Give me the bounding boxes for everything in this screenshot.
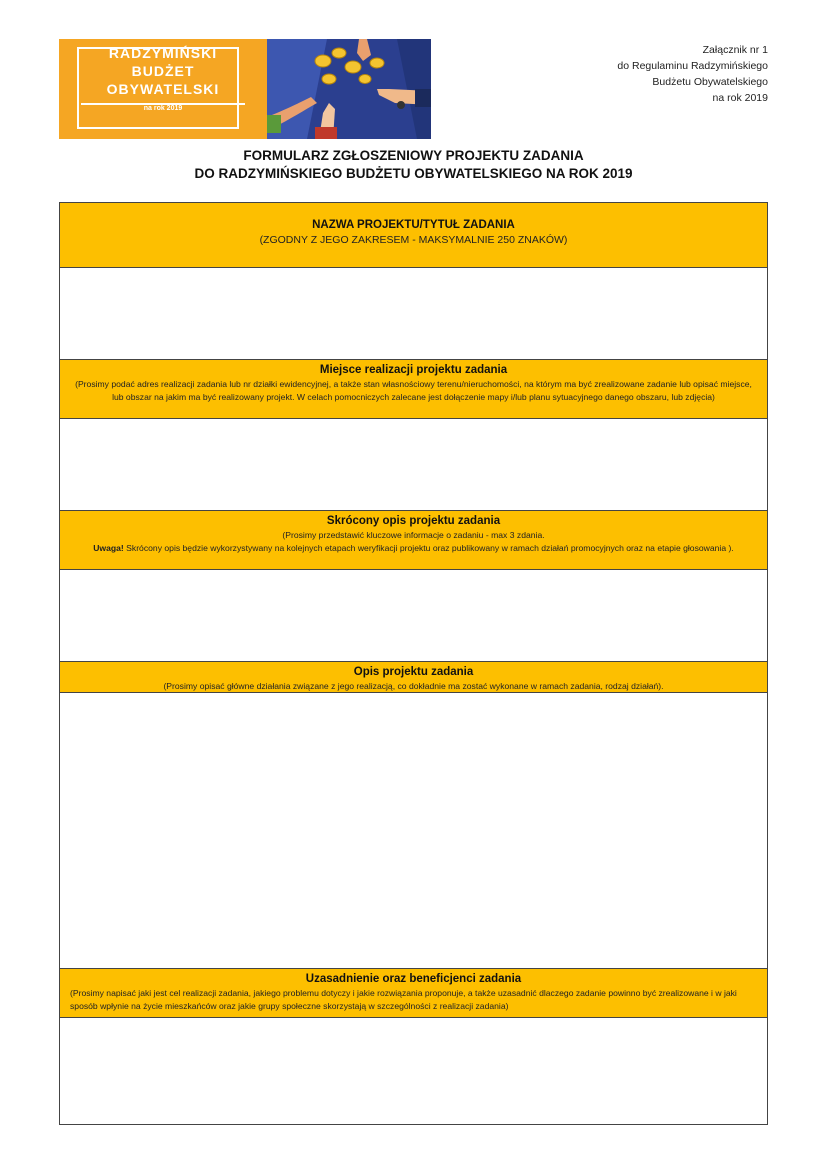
section-short-desc-title: Skrócony opis projektu zadania [326,515,501,527]
logo-subtitle: na rok 2019 [143,105,183,112]
logo-title: RADZYMIŃSKI BUDŻET OBYWATELSKI [106,45,220,97]
logo-banner [59,39,431,139]
attachment-line-3: Budżetu Obywatelskiego [652,76,768,88]
form-title [59,147,768,183]
short-description-field[interactable] [60,570,767,661]
section-short-desc-line: (Prosimy przedstawić kluczowe informacje o zadaniu - max 3 zdania. [282,530,545,540]
attachment-note [548,42,768,106]
form-title-line-2: DO RADZYMIŃSKIEGO BUDŻETU OBYWATELSKIEGO NA ROK 2019 [194,166,633,181]
attachment-line-2: do Regulaminu Radzymińskiego [617,60,768,72]
section-description-header [60,661,767,693]
logo-badge [59,39,267,139]
note-label: Uwaga! [93,542,124,553]
section-location-header [60,359,767,419]
project-name-field[interactable] [60,268,767,359]
justification-field[interactable] [60,1018,767,1124]
section-project-name-desc: (ZGODNY Z JEGO ZAKRESEM - MAKSYMALNIE 250 ZNAKÓW) [259,234,568,246]
coins-and-hands-illustration [267,39,431,139]
section-justification-title: Uzasadnienie oraz beneficjenci zadania [305,973,522,985]
application-form [59,202,768,1125]
location-field[interactable] [60,419,767,510]
section-location-title: Miejsce realizacji projektu zadania [319,364,508,376]
section-justification-desc: (Prosimy napisać jaki jest cel realizacji zadania, jakiego problemu dotyczy i jakie rozwiązania proponuje, a także uzasadnić dlaczego zadanie powinno być zrealizowane i w jaki sposób wpłynie na życie mieszkańców oraz jakie grupy społeczne skorzystają w szczególności z realizacji zadania) [70,988,737,1011]
section-description-title: Opis projektu zadania [353,666,474,678]
section-short-desc-desc [70,529,757,554]
section-short-desc-header [60,510,767,570]
description-field[interactable] [60,693,767,968]
note-text: Skrócony opis będzie wykorzystywany na kolejnych etapach weryfikacji projektu oraz publikowany w ramach działań promocyjnych oraz na etapie głosowania ). [123,542,734,553]
section-location-desc: (Prosimy podać adres realizacji zadania lub nr działki ewidencyjnej, a także stan własnościowy terenu/nieruchomości, na którym ma być zrealizowane zadanie lub opisać miejsce, lub obszar na jakim ma być realizowany projekt. W celach pomocniczych zalecane jest dołączenie mapy i/lub planu sytuacyjnego danego obszaru, lub zdjęcia) [75,379,752,402]
illustration-graphic [267,39,431,139]
section-description-desc: (Prosimy opisać główne działania związane z jego realizacją, co dokładnie ma zostać wykonane w ramach zadania, rodzaj działań). [163,681,664,691]
section-short-desc-note [70,542,757,555]
attachment-line-4: na rok 2019 [712,92,768,104]
attachment-line-1: Załącznik nr 1 [702,44,768,56]
form-title-line-1: FORMULARZ ZGŁOSZENIOWY PROJEKTU ZADANIA [243,148,584,163]
section-justification-header [60,968,767,1018]
section-project-name-header [60,203,767,268]
section-project-name-title: NAZWA PROJEKTU/TYTUŁ ZADANIA [312,219,515,231]
